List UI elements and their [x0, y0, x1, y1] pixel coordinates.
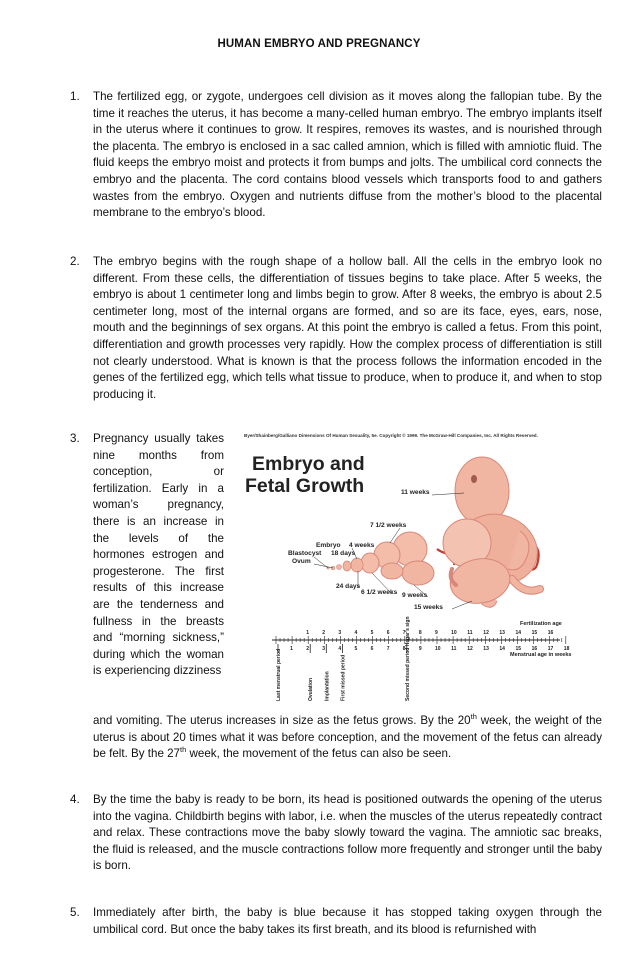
list-number: 2. — [70, 255, 80, 268]
label-24-days: 24 days — [336, 583, 361, 590]
menstrual-tick-label: 4 — [338, 646, 342, 652]
list-item-2 — [70, 254, 602, 404]
superscript: th — [180, 745, 187, 755]
menstrual-tick-label: 17 — [547, 646, 554, 652]
list-number: 3. — [70, 432, 80, 445]
fertilization-tick-label: 14 — [515, 630, 522, 636]
list-item-5 — [70, 905, 602, 945]
paragraph: By the time the baby is ready to be born, its head is positioned outwards the opening of the uterus into the vagina. Childbirth begins with labor, i.e. when the muscles of the uterus repeatedly contract and relax. These contractions move the baby slowly toward the vagina. The amniotic sac breaks, the fluid is released, and the muscle contractions follow more frequently and stronger until the baby is born. — [93, 793, 602, 873]
menstrual-tick-label: 3 — [322, 646, 326, 652]
timeline-marker-label: First missed period — [340, 654, 347, 701]
timeline-marker-label: Last menstrual period — [276, 648, 282, 701]
fertilization-tick-label: 2 — [322, 630, 326, 636]
fertilization-tick-label: 12 — [483, 630, 489, 636]
label-9-weeks: 9 weeks — [402, 592, 428, 599]
embryo-6-weeks — [361, 553, 379, 573]
list-number: 1. — [70, 90, 80, 103]
list-item-1 — [70, 89, 602, 239]
fertilization-tick-label: 16 — [547, 630, 554, 636]
fertilization-tick-label: 10 — [451, 630, 457, 636]
list-item-4 — [70, 792, 602, 882]
fertilization-tick-label: 3 — [338, 630, 342, 636]
text-run: week, the weight of the uterus is about 20 times what it was before conception, and the movement of the fetus can already be felt. By the 27 — [93, 714, 602, 761]
fertilization-tick-label: 13 — [499, 630, 505, 636]
figure-title-line1: Embryo and — [252, 453, 365, 475]
menstrual-tick-label: 7 — [386, 646, 390, 652]
fertilization-tick-label: 4 — [354, 630, 358, 636]
timeline-axis — [272, 616, 571, 701]
text-run: week, the movement of the fetus can also be seen. — [186, 747, 452, 761]
menstrual-tick-label: 16 — [531, 646, 538, 652]
label-6-weeks: 6 1/2 weeks — [361, 589, 398, 596]
fertilization-tick-label: 11 — [467, 630, 473, 636]
menstrual-tick-label: 14 — [499, 646, 505, 652]
label-fertilization-age: Fertilization age — [520, 621, 562, 627]
figure-illustration — [242, 431, 602, 709]
menstrual-tick-label: 2 — [306, 646, 309, 652]
label-11-weeks: 11 weeks — [401, 489, 430, 496]
menstrual-tick-label: 8 — [402, 646, 406, 652]
text-run: and vomiting. The uterus increases in size as the fetus grows. By the 20 — [93, 714, 471, 727]
menstrual-tick-label: 1 — [290, 646, 293, 652]
fertilization-tick-label: 8 — [418, 630, 422, 636]
embryo-growth-figure — [242, 431, 602, 709]
paragraph-continued — [93, 713, 602, 763]
label-embryo: Embryo — [316, 542, 341, 549]
fertilization-tick-label: 1 — [306, 630, 309, 636]
menstrual-tick-label: 9 — [418, 646, 422, 652]
superscript: th — [470, 712, 477, 722]
menstrual-tick-label: 15 — [515, 646, 522, 652]
fertilization-tick-label: 9 — [435, 630, 438, 636]
menstrual-tick-label: 5 — [354, 646, 358, 652]
paragraph-wrapped: Pregnancy usually takes nine months from conception, or fertilization. Early in a woman’s pregnancy, there is an increase in the levels of the hormones estrogen and progesterone. The first results of this increase are the tenderness and fullness in the breasts and “morning sickness,” during which the woman is experiencing dizziness — [93, 432, 224, 678]
fertilization-tick-label: 5 — [370, 630, 374, 636]
paragraph: The embryo begins with the rough shape of a hollow ball. All the cells in the embryo look no different. From these cells, the differentiation of tissues begins to take place. After 5 weeks, the embryo is about 1 centimeter long and limbs begin to grow. After 8 weeks, the embryo is about 2.5 centimeter long, most of the internal organs are formed, and so are its face, eyes, ears, nose, mouth and the beginnings of sex organs. At this point the embryo is called a fetus. From this point, differentiation and growth processes very rapidly. How the complex process of differentiation is still not clearly understood. What is known is that the process follows the information encoded in the genes of the fertilized egg, which tells what tissue to produce, when to produce it, and when to stop producing it. — [93, 255, 602, 401]
list-number: 4. — [70, 793, 80, 806]
paragraph: Immediately after birth, the baby is blue because it has stopped taking oxygen through the umbilical cord. But once the baby takes its first breath, and its blood is refurnished with — [93, 906, 602, 936]
menstrual-tick-label: 10 — [435, 646, 441, 652]
label-15-weeks: 15 weeks — [414, 604, 443, 611]
label-18-days: 18 days — [331, 550, 356, 557]
list-number: 5. — [70, 906, 80, 919]
timeline-marker-label: Implantation — [324, 671, 331, 701]
fertilization-tick-label: 15 — [531, 630, 538, 636]
menstrual-tick-label: 11 — [451, 646, 457, 652]
menstrual-tick-label: 6 — [370, 646, 374, 652]
page-title: HUMAN EMBRYO AND PREGNANCY — [217, 38, 421, 50]
figure-title-line2: Fetal Growth — [245, 475, 365, 497]
label-4-weeks: 4 weeks — [349, 542, 375, 549]
timeline-marker-label: Second missed period Hegar's sign — [404, 616, 411, 701]
label-blastocyst: Blastocyst — [288, 550, 322, 557]
label-menstrual-age: Menstrual age in weeks — [510, 652, 572, 658]
figure-credit: Byer/Shainberg/Galliano Dimensions Of Human Sexuality, 5e. Copyright © 1999. The McGraw-Hill Companies, Inc. All Rights Reserved. — [244, 433, 538, 438]
paragraph: The fertilized egg, or zygote, undergoes cell division as it moves along the fallopian tube. By the time it reaches the uterus, it has become a many-celled human embryo. The embryo implants itself in the uterus where it continues to grow. It respires, removes its wastes, and is nourished through the placenta. The embryo is enclosed in a sac called amnion, which is filled with amniotic fluid. The fluid keeps the embryo moist and protects it from bumps and jolts. The umbilical cord connects the embryo and the placenta. The cord contains blood vessels which transports food to and gathers wastes from the embryo. Oxygen and nutrients diffuse from the mother’s blood to the placental membrane to the embryo’s blood. — [93, 90, 602, 220]
early-embryos — [327, 558, 363, 572]
fertilization-tick-label: 7 — [402, 630, 406, 636]
label-7-weeks: 7 1/2 weeks — [370, 522, 407, 529]
menstrual-tick-label: 13 — [483, 646, 489, 652]
fertilization-tick-label: 6 — [386, 630, 390, 636]
timeline-marker-label: Ovulation — [308, 677, 315, 701]
label-ovum: Ovum — [292, 558, 311, 565]
menstrual-tick-label: 12 — [467, 646, 473, 652]
menstrual-tick-label: 18 — [563, 646, 570, 652]
